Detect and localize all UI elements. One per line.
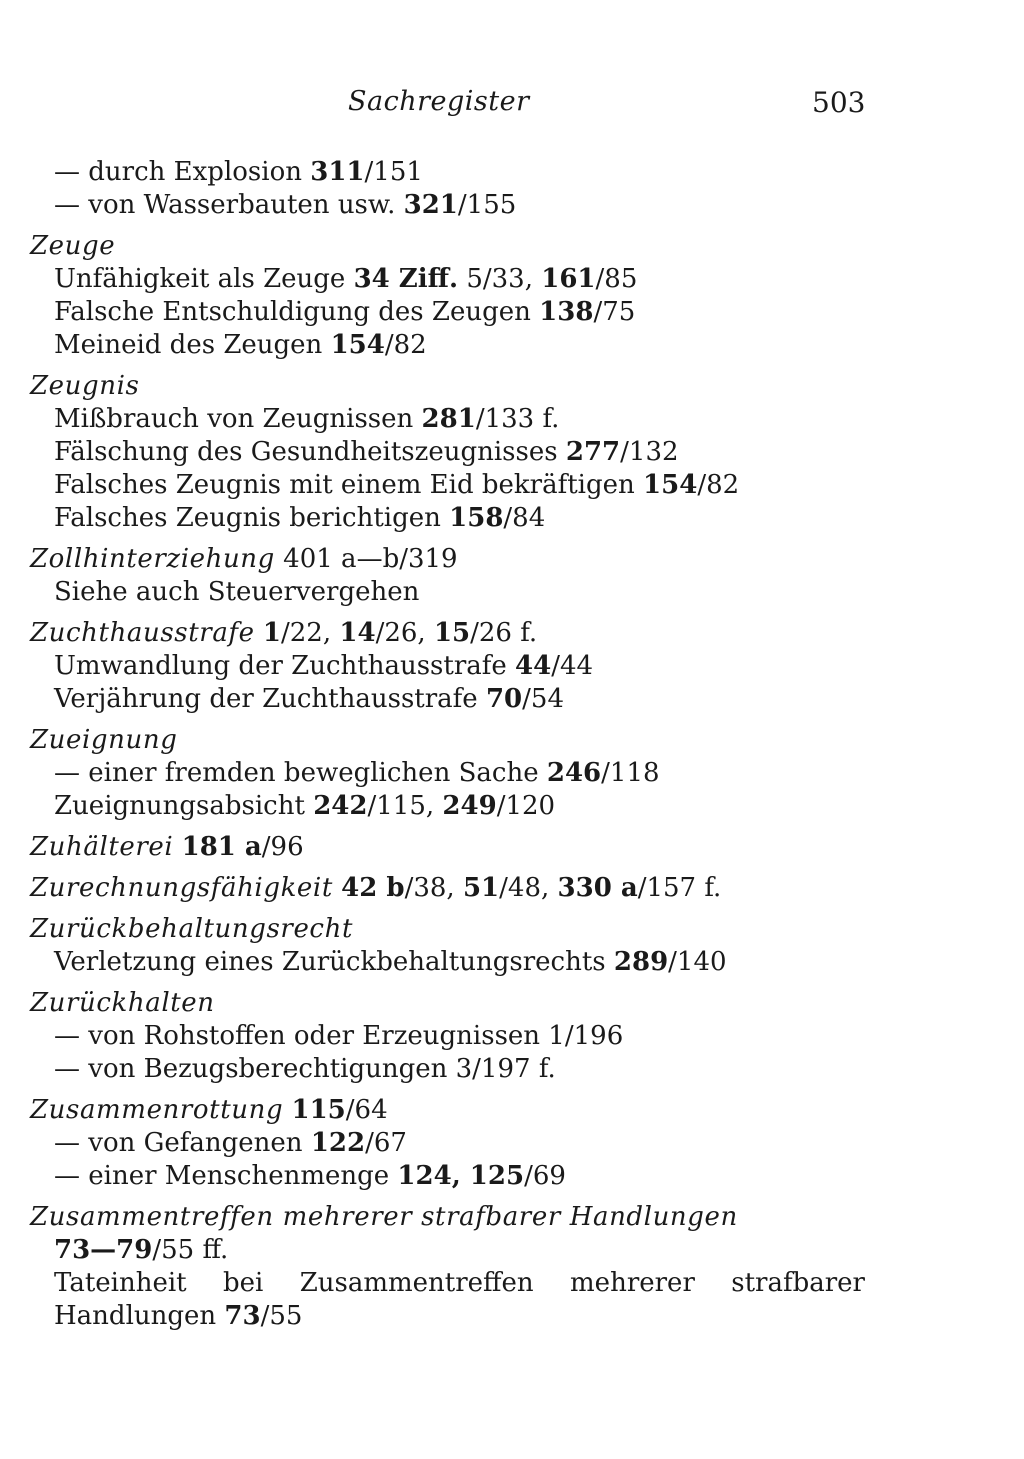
index-entry: Fälschung des Gesundheitszeugnisses 277/132: [54, 437, 679, 467]
index-entry: — durch Explosion 311/151: [54, 157, 423, 187]
index-entry: — einer Menschenmenge 124, 125/69: [54, 1161, 566, 1191]
index-headword: Zurückhalten: [30, 988, 215, 1018]
running-head: Sachregister: [348, 86, 530, 117]
index-entry: Tateinheit bei Zusammentreffen mehrerer strafbarer: [54, 1268, 865, 1298]
index-entry: Verjährung der Zuchthausstrafe 70/54: [54, 684, 564, 714]
index-headword: Zollhinterziehung 401 a—b/319: [30, 544, 458, 574]
index-entry: 73—79/55 ff.: [54, 1235, 229, 1265]
page-number: 503: [812, 86, 866, 119]
index-entry: Zueignungsabsicht 242/115, 249/120: [54, 791, 556, 821]
index-entry: Meineid des Zeugen 154/82: [54, 330, 427, 360]
index-list: [30, 156, 865, 1333]
index-headword: Zuhälterei 181 a/96: [30, 832, 304, 862]
index-entry: Umwandlung der Zuchthausstrafe 44/44: [54, 651, 594, 681]
index-entry: Mißbrauch von Zeugnissen 281/133 f.: [54, 404, 560, 434]
index-headword: Zeuge: [30, 231, 116, 261]
index-entry: — von Rohstoffen oder Erzeugnissen 1/196: [54, 1021, 624, 1051]
index-entry: Falsches Zeugnis mit einem Eid bekräftigen 154/82: [54, 470, 740, 500]
index-entry: Falsches Zeugnis berichtigen 158/84: [54, 503, 546, 533]
index-headword: Zusammenrottung 115/64: [30, 1095, 388, 1125]
index-entry: — von Bezugsberechtigungen 3/197 f.: [54, 1054, 556, 1084]
index-headword: Zuchthausstrafe 1/22, 14/26, 15/26 f.: [30, 618, 538, 648]
index-entry: — von Gefangenen 122/67: [54, 1128, 407, 1158]
index-headword: Zusammentreffen mehrerer strafbarer Handlungen: [30, 1202, 738, 1232]
index-entry: Handlungen 73/55: [54, 1301, 303, 1331]
index-headword: Zurechnungsfähigkeit 42 b/38, 51/48, 330 a/157 f.: [30, 873, 722, 903]
index-headword: Zurückbehaltungsrecht: [30, 914, 353, 944]
index-entry: — einer fremden beweglichen Sache 246/118: [54, 758, 660, 788]
index-entry: Falsche Entschuldigung des Zeugen 138/75: [54, 297, 636, 327]
index-entry: Verletzung eines Zurückbehaltungsrechts 289/140: [54, 947, 727, 977]
index-headword: Zueignung: [30, 725, 178, 755]
index-entry: Siehe auch Steuervergehen: [54, 577, 420, 607]
index-entry: — von Wasserbauten usw. 321/155: [54, 190, 517, 220]
index-entry: Unfähigkeit als Zeuge 34 Ziff. 5/33, 161/85: [54, 264, 638, 294]
index-headword: Zeugnis: [30, 371, 140, 401]
